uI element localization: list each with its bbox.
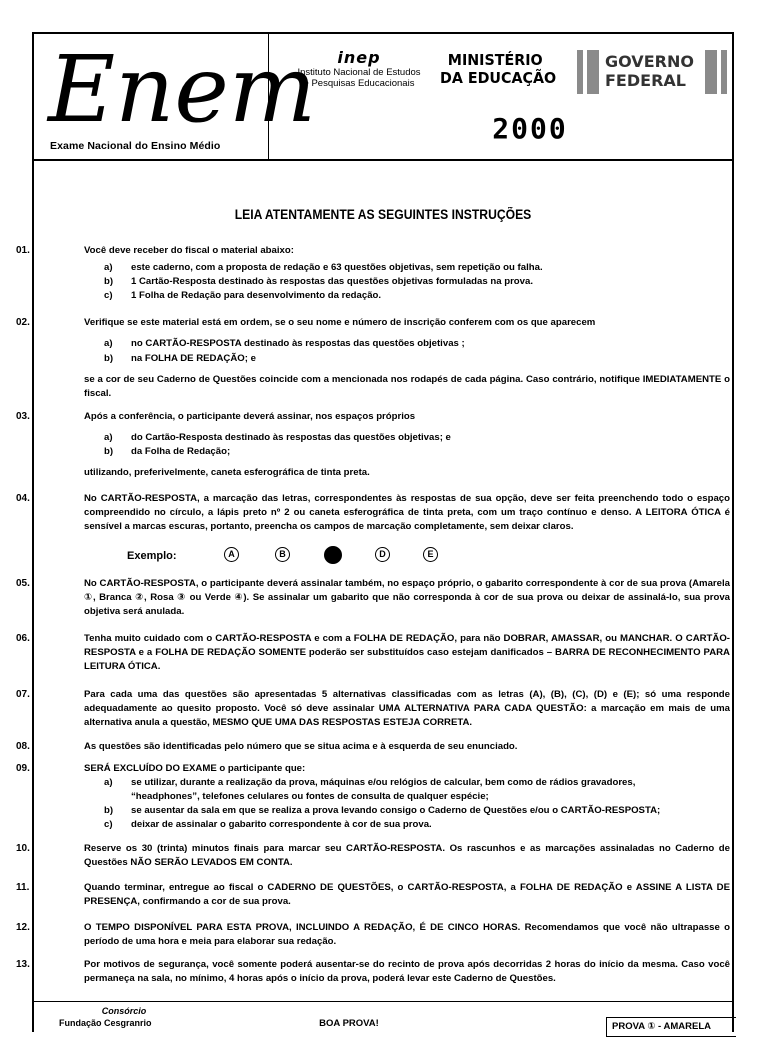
- instruction-number: 01.: [16, 245, 30, 256]
- instruction-number: 10.: [16, 843, 30, 854]
- instruction-text: As questões são identificadas pelo número que se situa acima e à esquerda de seu enunciado.: [84, 741, 518, 752]
- inep-logo: [284, 48, 434, 89]
- instruction-number: 06.: [16, 633, 30, 644]
- instruction-text: Tenha muito cuidado com o CARTÃO-RESPOSTA e com a FOLHA DE REDAÇÃO, para não DOBRAR, AMASSAR, ou MANCHAR. O CARTÃO-RESPOSTA e a FOLHA DE REDAÇÃO SOMENTE poderão ser substituídos caso estejam danificados – BARRA DE RECONHECIMENTO PARA LEITURA ÓTICA.: [84, 633, 730, 672]
- sub-letter: b): [104, 276, 114, 287]
- instruction-number: 05.: [16, 578, 30, 589]
- sub-letter: c): [104, 819, 113, 830]
- instruction-text: Verifique se este material está em ordem, se o seu nome e número de inscrição conferem com os que aparecem: [84, 317, 596, 328]
- instruction-number: 12.: [16, 922, 30, 933]
- instruction-number: 02.: [16, 317, 30, 328]
- instruction-text: No CARTÃO-RESPOSTA, o participante deverá assinalar também, no espaço próprio, o gabarito correspondente à cor de sua prova (Amarela ①, Branca ②, Rosa ③ ou Verde ④). Se assinalar um gabarito que não corresponda à cor de sua prova ou deixar de assinalá-lo, sua prova objetiva será anulada.: [84, 578, 730, 617]
- gov-bar-left: [577, 50, 583, 94]
- instruction-text: Após a conferência, o participante deverá assinar, nos espaços próprios: [84, 411, 416, 422]
- sub-text: na FOLHA DE REDAÇÃO; e: [131, 353, 256, 364]
- good-luck-text: BOA PROVA!: [319, 1018, 379, 1029]
- footer: [34, 1001, 732, 1035]
- gov-bar-left2: [587, 50, 599, 94]
- instruction-number: 09.: [16, 763, 30, 774]
- sub-text: da Folha de Redação;: [131, 446, 231, 457]
- instruction-number: 08.: [16, 741, 30, 752]
- sub-letter: a): [104, 432, 113, 443]
- instruction-text: Você deve receber do fiscal o material abaixo:: [84, 245, 294, 256]
- instruction-text: SERÁ EXCLUÍDO DO EXAME o participante que:: [84, 763, 306, 774]
- ministry-logo: [440, 51, 557, 87]
- sub-letter: a): [104, 338, 113, 349]
- inep-mark: inep: [337, 48, 381, 67]
- consortium-label: Consórcio: [101, 1006, 147, 1016]
- ministry-line2: DA EDUCAÇÃO: [440, 69, 557, 87]
- enem-logo-script: [46, 36, 317, 143]
- instruction-number: 13.: [16, 959, 30, 970]
- instruction-text: No CARTÃO-RESPOSTA, a marcação das letras, correspondentes às respostas de sua opção, deve ser feita preenchendo todo o espaço compreendido no círculo, a lápis preto nº 2 ou caneta esferográfica de tinta preta, com um traço contínuo e denso. A LEITORA ÓTICA é sensível a marcas escuras, portanto, preencha os campos de marcação completamente, sem deixar claros.: [84, 493, 730, 532]
- ministry-line1: MINISTÉRIO: [447, 51, 543, 69]
- instruction-number: 07.: [16, 689, 30, 700]
- sub-letter: a): [104, 777, 113, 788]
- instruction-number: 04.: [16, 493, 30, 504]
- government-logo: [577, 50, 727, 94]
- sub-text: 1 Cartão-Resposta destinado às respostas das questões objetivas formuladas na prova.: [131, 276, 534, 287]
- exam-year: 2000: [492, 112, 568, 145]
- gov-line1: GOVERNO: [605, 52, 694, 71]
- enem-logo: [34, 34, 317, 159]
- sub-letter: b): [104, 446, 114, 457]
- sub-text: “headphones”, telefones celulares ou fontes de consulta de qualquer espécie;: [131, 791, 489, 802]
- instruction-after-text: se a cor de seu Caderno de Questões coincide com a mencionada nos rodapés de cada página. Caso contrário, notifique IMEDIATAMENTE o fiscal.: [84, 374, 730, 399]
- instruction-text: O TEMPO DISPONÍVEL PARA ESTA PROVA, INCLUINDO A REDAÇÃO, É DE CINCO HORAS. Recomendamos que você não ultrapasse o período de uma hora e meia para elaborar sua redação.: [84, 922, 730, 947]
- sub-letter: b): [104, 353, 114, 364]
- instruction-text: Quando terminar, entregue ao fiscal o CADERNO DE QUESTÕES, o CARTÃO-RESPOSTA, a FOLHA DE REDAÇÃO e ASSINE A LISTA DE PRESENÇA, confirmando a cor de sua prova.: [84, 882, 730, 907]
- instructions-title: LEIA ATENTAMENTE AS SEGUINTES INSTRUÇÕES: [234, 207, 532, 222]
- instruction-text: Para cada uma das questões são apresentadas 5 alternativas classificadas com as letras (A), (B), (C), (D) e (E); só uma responde adequadamente ao quesito proposto. Você só deve assinalar UMA ALTERNATIVA PARA CADA QUESTÃO: a marcação em mais de uma alternativa anula a questão, MESMO QUE UMA DAS RESPOSTAS ESTEJA CORRETA.: [84, 689, 730, 728]
- example-bubble-e: E: [423, 547, 438, 562]
- sub-letter: b): [104, 805, 114, 816]
- sub-text: 1 Folha de Redação para desenvolvimento da redação.: [131, 290, 382, 301]
- example-bubble-b: B: [275, 547, 290, 562]
- instruction-after-text: utilizando, preferivelmente, caneta esferográfica de tinta preta.: [84, 467, 370, 478]
- example-label: Exemplo:: [127, 550, 177, 562]
- instruction-text: Por motivos de segurança, você somente poderá ausentar-se do recinto de prova após decorridas 2 horas do início da mesma. Caso você permaneça na sala, no mínimo, 4 horas após o início da prova, poderá levar este Caderno de Questões.: [84, 959, 730, 984]
- sub-text: do Cartão-Resposta destinado às respostas das questões objetivas; e: [131, 432, 451, 443]
- example-bubble-a: A: [224, 547, 239, 562]
- enem-logo-text: Enem: [48, 36, 317, 143]
- sub-text: deixar de assinalar o gabarito correspondente à cor de sua prova.: [131, 819, 432, 830]
- logo-subtitle: Exame Nacional do Ensino Médio: [50, 140, 221, 152]
- gov-text: [605, 52, 694, 90]
- exam-cover-page: [16, 32, 734, 1032]
- inep-line1: Instituto Nacional de Estudos: [297, 67, 421, 78]
- sub-text: se utilizar, durante a realização da prova, máquinas e/ou relógios de calcular, bem como de rádios gravadores,: [131, 777, 636, 788]
- consortium-name: Fundação Cesgranrio: [59, 1018, 152, 1028]
- header: [34, 34, 732, 161]
- example-bubble-d: D: [375, 547, 390, 562]
- sub-letter: c): [104, 290, 113, 301]
- inep-line2: e Pesquisas Educacionais: [303, 78, 415, 89]
- gov-bar-right2: [721, 50, 727, 94]
- instruction-text: Reserve os 30 (trinta) minutos finais para marcar seu CARTÃO-RESPOSTA. Os rascunhos e as marcações assinaladas no Caderno de Questões NÃO SERÃO LEVADOS EM CONTA.: [84, 843, 730, 868]
- sub-text: este caderno, com a proposta de redação e 63 questões objetivas, sem repetição ou falha.: [131, 262, 543, 273]
- sub-text: se ausentar da sala em que se realiza a prova levando consigo o Caderno de Questões e/ou o CARTÃO-RESPOSTA;: [131, 805, 661, 816]
- example-bubble-filled: [324, 546, 342, 564]
- prova-color-box: PROVA ① - AMARELA: [606, 1017, 736, 1037]
- instruction-number: 11.: [16, 882, 30, 893]
- gov-line2: FEDERAL: [605, 71, 686, 90]
- sub-letter: a): [104, 262, 113, 273]
- gov-bar-right: [705, 50, 717, 94]
- instruction-number: 03.: [16, 411, 30, 422]
- sub-text: no CARTÃO-RESPOSTA destinado às respostas das questões objetivas ;: [131, 338, 465, 349]
